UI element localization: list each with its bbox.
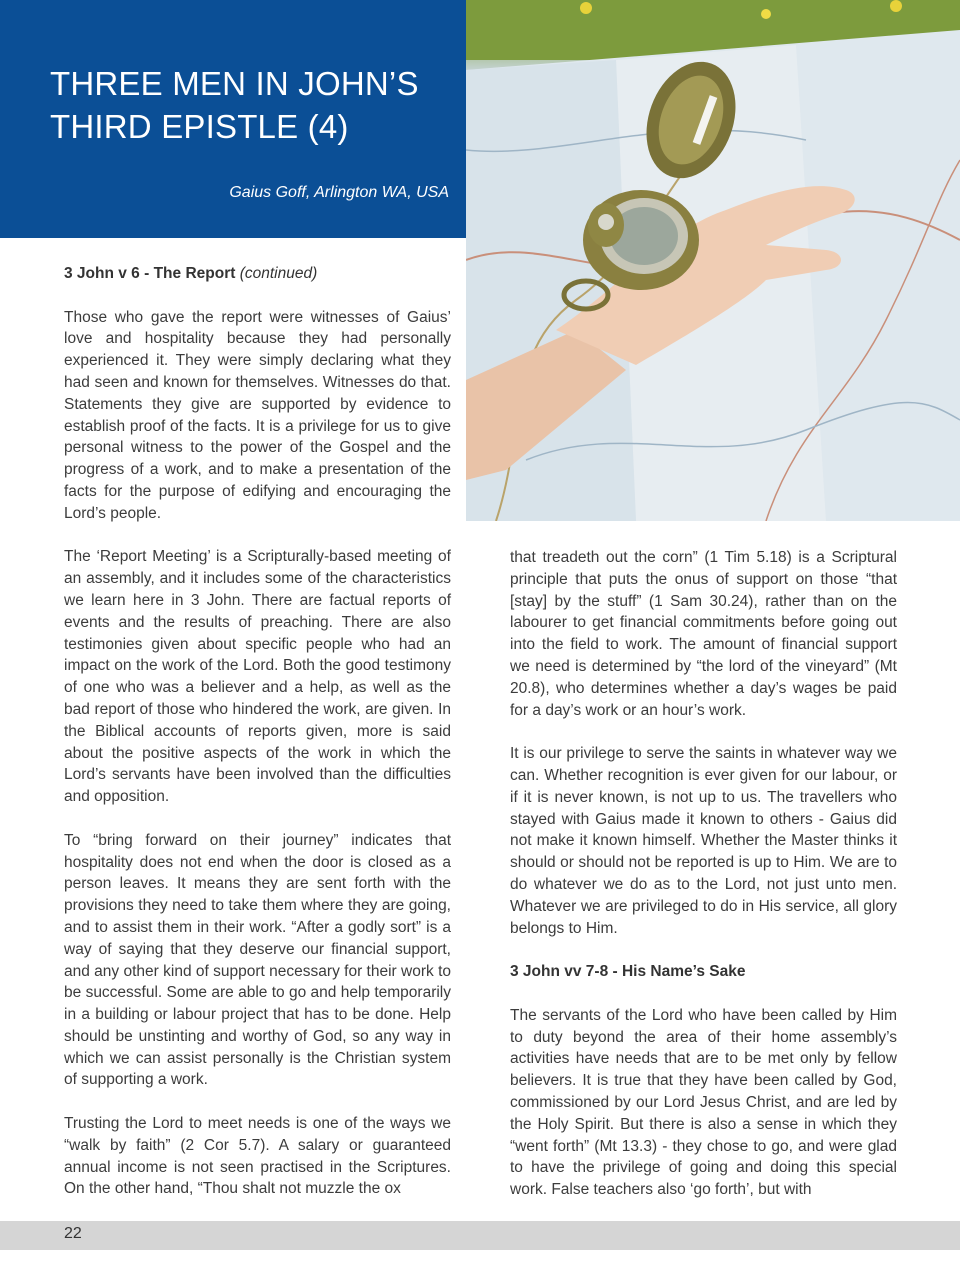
paragraph: The ‘Report Meeting’ is a Scripturally-based meeting of an assembly, and it includes some of the characteristics we learn here in 3 John. There are factual reports of events and the results of preaching. There are also testimonies given about specific people who had an impact on the work of the Lord. Both the good testimony of one who was a believer and a help, as well as the bad report of those who hindered the work, are given. In the Biblical accounts of reports given, more is said about the positive aspects of the work in which the Lord’s servants have been involved than the difficulties and opposition. [64, 548, 451, 806]
paragraph: It is our privilege to serve the saints in whatever way we can. Whether recognition is ever given for our labour, or if it is never known, is not up to us. The travellers who stayed with Gaius made it known to others - Gaius did not make it known himself. Whether the Master thinks it should or should not be reported is up to Him. We are to do whatever we do as to the Lord, not just unto men. Whatever we are privileged to do in His service, all glory belongs to Him. [510, 745, 897, 937]
right-column [510, 547, 897, 1223]
section-heading-report-note: (continued) [239, 265, 318, 282]
section-heading-report-main: 3 John v 6 - The Report [64, 265, 236, 282]
section-heading-report [64, 263, 451, 285]
compass-map-photo [466, 0, 960, 521]
compass-photo-illustration [466, 0, 960, 521]
title-block [0, 0, 466, 238]
title-line-1: THREE MEN IN JOHN’S [50, 65, 419, 102]
paragraph: Those who gave the report were witnesses of Gaius’ love and hospitality because they had personally experienced it. They were simply declaring what they had seen and known for themselves. Witnesses do that. Statements they give are supported by evidence to establish proof of the facts. It is a privilege for us to give personal witness to the power of the Gospel and the progress of a work, and to make a presentation of the facts for the purpose of edifying and encouraging the Lord’s people. [64, 308, 451, 522]
paragraph: To “bring forward on their journey” indicates that hospitality does not end when the door is closed as a person leaves. It means they are sent forth with the provisions they need to take them where they are going, and to assist them in their work. “After a godly sort” is a way of saying that they deserve our financial support, and any other kind of support necessary for their work to be successful. Some are able to go and help temporarily in a building or labour project that has to be done. Help should be unstinting and worthy of God, so any way in which we can assist personally is the Christian system of supporting a work. [64, 831, 451, 1089]
section-heading-names-sake: 3 John vv 7-8 - His Name’s Sake [510, 963, 746, 981]
left-column [64, 263, 451, 1222]
footer-bar [0, 1221, 960, 1250]
paragraph: Trusting the Lord to meet needs is one of the ways we “walk by faith” (2 Cor 5.7). A salary or guaranteed annual income is not seen practised in the Scriptures. On the other hand, “Thou shalt not muzzle the ox [64, 1115, 451, 1198]
paragraph: that treadeth out the corn” (1 Tim 5.18) is a Scriptural principle that puts the onus of support on those “that [stay] by the stuff” (1 Sam 30.24), rather than on the labourer to get financial commitments before going out into the field to work. The amount of financial support we need is determined by “the lord of the vineyard” (Mt 20.8), who determines whether a day’s wages be paid for a day’s work or an hour’s work. [510, 549, 897, 719]
title-line-2: THIRD EPISTLE (4) [50, 108, 349, 145]
paragraph: The servants of the Lord who have been called by Him to duty beyond the area of their home assembly’s activities have needs that are to be met only by fellow believers. It is true that they have been called by God, commissioned by our Lord Jesus Christ, and are led by the Holy Spirit. But there is also a sense in which they “went forth” (Mt 13.3) - they chose to go, and were glad to have the privilege of going and doing this special work. False teachers also ‘go forth’, but with [510, 1006, 897, 1199]
article-title [50, 62, 450, 148]
author-byline: Gaius Goff, Arlington WA, USA [229, 184, 449, 201]
page-number: 22 [64, 1225, 82, 1242]
